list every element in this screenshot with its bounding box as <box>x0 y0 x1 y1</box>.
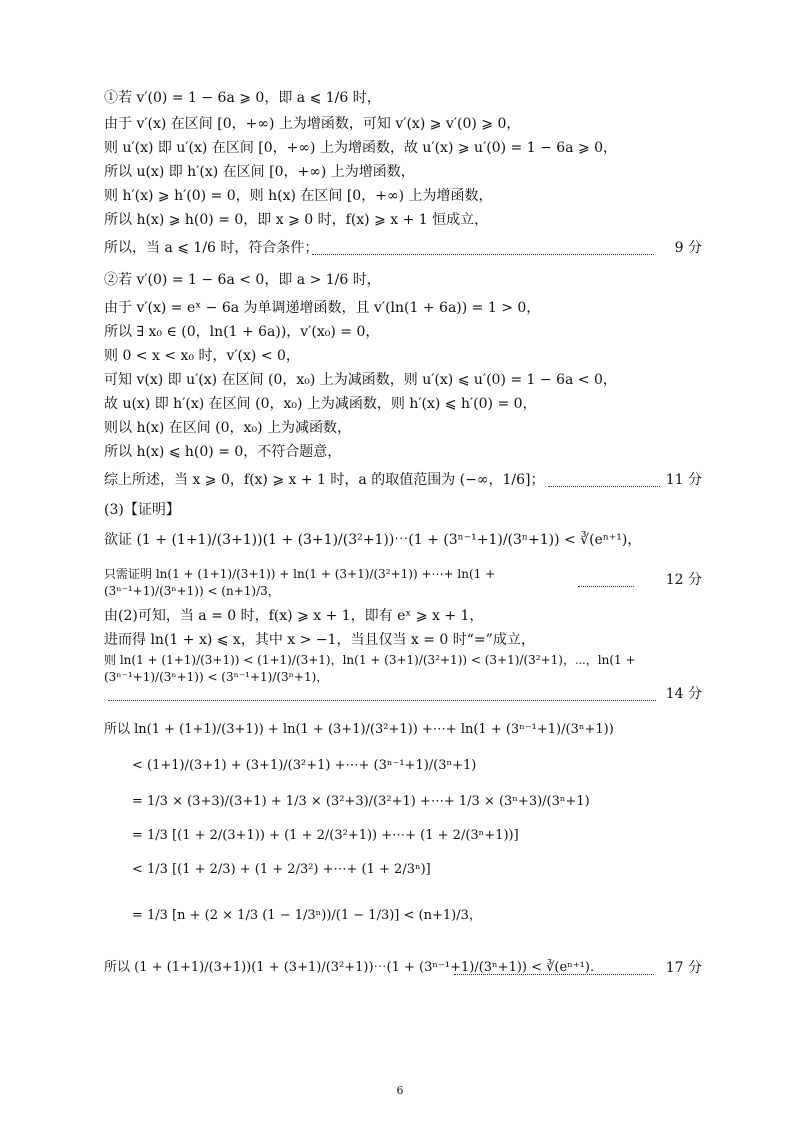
score-leader <box>548 486 660 487</box>
text-line: ②若 v′(0) = 1 − 6a < 0，即 a > 1/6 时， <box>104 272 381 288</box>
text-line: 则 u′(x) 即 u′(x) 在区间 [0，+∞) 上为增函数，故 u′(x) ⩾ u′(0) = 1 − 6a ⩾ 0， <box>104 140 618 156</box>
text-line: 则以 h(x) 在区间 (0，x₀) 上为减函数， <box>104 420 351 436</box>
text-line: 所以，当 a ⩽ 1/6 时，符合条件； <box>104 240 319 256</box>
text-line: 由于 v′(x) 在区间 [0，+∞) 上为增函数，可知 v′(x) ⩾ v′(0) ⩾ 0， <box>104 116 521 132</box>
text-line: (3)【证明】 <box>104 502 180 518</box>
score-label: 9 分 <box>674 240 702 256</box>
text-line: 则 0 < x < x₀ 时，v′(x) < 0， <box>104 348 300 364</box>
score-label: 12 分 <box>665 572 702 588</box>
text-line: 所以 h(x) ⩽ h(0) = 0，不符合题意， <box>104 444 342 460</box>
text-line: = 1/3 × (3+3)/(3+1) + 1/3 × (3²+3)/(3²+1) +⋯+ 1/3 × (3ⁿ+3)/(3ⁿ+1) <box>132 794 590 809</box>
text-line: 故 u(x) 即 h′(x) 在区间 (0，x₀) 上为减函数，则 h′(x) ⩽ h′(0) = 0， <box>104 396 537 412</box>
text-line: = 1/3 [(1 + 2/(3+1)) + (1 + 2/(3²+1)) +⋯+ (1 + 2/(3ⁿ+1))] <box>132 828 519 843</box>
score-label: 14 分 <box>665 686 702 702</box>
score-label: 11 分 <box>665 472 702 488</box>
score-leader <box>578 586 634 587</box>
text-line: 可知 v(x) 即 u′(x) 在区间 (0，x₀) 上为减函数，则 u′(x) ⩽ u′(0) = 1 − 6a < 0， <box>104 372 617 388</box>
text-line: 则 ln(1 + (1+1)/(3+1)) < (1+1)/(3+1)，ln(1 + (3+1)/(3²+1)) < (3+1)/(3²+1)，⋯，ln(1 + (3ⁿ⁻¹+1)/(3ⁿ+1)) < (3ⁿ⁻¹+1)/(3ⁿ+1)， <box>104 653 636 684</box>
text-line: 所以 u(x) 即 h′(x) 在区间 [0，+∞) 上为增函数， <box>104 164 415 180</box>
text-line: < (1+1)/(3+1) + (3+1)/(3²+1) +⋯+ (3ⁿ⁻¹+1)/(3ⁿ+1) <box>132 758 477 773</box>
score-leader <box>312 254 654 255</box>
text-line: 则 h′(x) ⩾ h′(0) = 0，则 h(x) 在区间 [0，+∞) 上为增函数， <box>104 188 493 204</box>
text-line: < 1/3 [(1 + 2/3) + (1 + 2/3²) +⋯+ (1 + 2/3ⁿ)] <box>132 862 431 877</box>
text-line: 所以 ln(1 + (1+1)/(3+1)) + ln(1 + (3+1)/(3²+1)) +⋯+ ln(1 + (3ⁿ⁻¹+1)/(3ⁿ+1)) <box>104 722 614 737</box>
text-line: 所以 (1 + (1+1)/(3+1))(1 + (3+1)/(3²+1))⋯(1 + (3ⁿ⁻¹+1)/(3ⁿ+1)) < ∛(eⁿ⁺¹). <box>104 960 595 975</box>
text-line: 只需证明 ln(1 + (1+1)/(3+1)) + ln(1 + (3+1)/(3²+1)) +⋯+ ln(1 + (3ⁿ⁻¹+1)/(3ⁿ+1)) < (n+1)/3， <box>104 567 496 598</box>
score-leader <box>454 974 654 975</box>
score-leader <box>108 700 656 701</box>
text-line: 进而得 ln(1 + x) ⩽ x，其中 x > −1，当且仅当 x = 0 时“=”成立， <box>104 632 535 648</box>
text-line: 所以 ∃ x₀ ∈ (0，ln(1 + 6a))，v′(x₀) = 0， <box>104 324 380 340</box>
page-number: 6 <box>396 1084 404 1097</box>
text-line: 欲证 (1 + (1+1)/(3+1))(1 + (3+1)/(3²+1))⋯(1 + (3ⁿ⁻¹+1)/(3ⁿ+1)) < ∛(eⁿ⁺¹)， <box>104 532 642 548</box>
text-line: = 1/3 [n + (2 × 1/3 (1 − 1/3ⁿ))/(1 − 1/3)] < (n+1)/3， <box>132 908 482 923</box>
text-line: 所以 h(x) ⩾ h(0) = 0，即 x ⩾ 0 时，f(x) ⩾ x + 1 恒成立， <box>104 212 489 228</box>
score-label: 17 分 <box>665 960 702 976</box>
text-line: 由于 v′(x) = eˣ − 6a 为单调递增函数，且 v′(ln(1 + 6a)) = 1 > 0， <box>104 300 541 316</box>
text-line: 由(2)可知，当 a = 0 时，f(x) ⩾ x + 1，即有 eˣ ⩾ x + 1， <box>104 608 484 624</box>
text-line: 综上所述，当 x ⩾ 0，f(x) ⩾ x + 1 时，a 的取值范围为 (−∞，1/6]； <box>104 472 545 488</box>
text-line: ①若 v′(0) = 1 − 6a ⩾ 0，即 a ⩽ 1/6 时， <box>104 90 381 106</box>
